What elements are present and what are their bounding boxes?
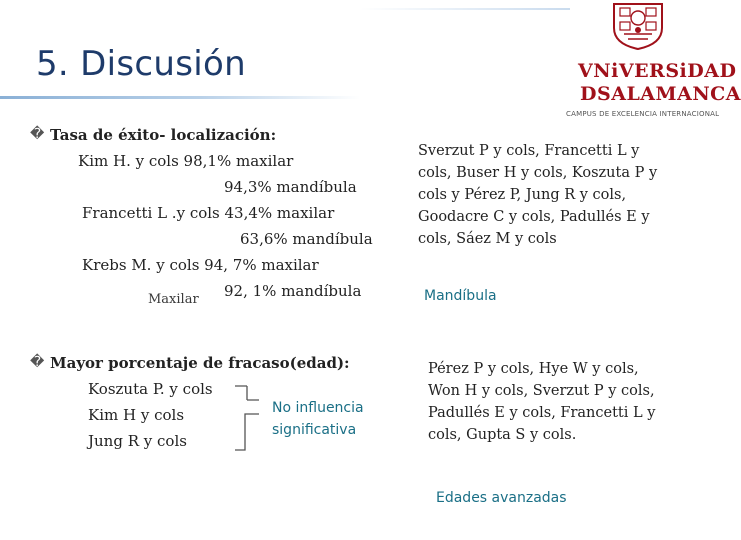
success-line-2: 94,3% mandíbula <box>224 178 357 196</box>
success-maxilar-label: Maxilar <box>148 292 199 307</box>
grouping-bracket <box>233 380 263 456</box>
mandibula-label: Mandíbula <box>424 288 497 304</box>
logo-tagline: CAMPUS DE EXCELENCIA INTERNACIONAL <box>566 110 720 118</box>
failure-author-3: Jung R y cols <box>88 432 187 450</box>
no-influence-label: No influencia <box>272 400 364 416</box>
title-underline <box>0 96 360 99</box>
success-line-4: 63,6% mandíbula <box>240 230 373 248</box>
age-label: Edades avanzadas <box>436 490 567 506</box>
bullet-icon: � <box>30 354 45 370</box>
failure-author-1: Koszuta P. y cols <box>88 380 213 398</box>
success-line-5: Krebs M. y cols 94, 7% maxilar <box>82 256 319 274</box>
university-seal-logo <box>608 0 668 50</box>
mandibula-references: Pérez P y cols, Hye W y cols, Won H y cols, Sverzut P y cols, Padullés E y cols, Francetti L y cols, Gupta S y cols. <box>428 361 656 443</box>
success-line-3: Francetti L .y cols 43,4% maxilar <box>82 204 335 222</box>
failure-author-2: Kim H y cols <box>88 406 185 424</box>
success-heading: Tasa de éxito- localización: <box>50 126 277 144</box>
page-title: 5. Discusión <box>36 44 246 84</box>
logo-text-universidad: VNiVERSiDAD <box>578 60 737 82</box>
success-line-6: 92, 1% mandíbula <box>224 282 362 300</box>
failure-heading: Mayor porcentaje de fracaso(edad): <box>50 354 350 372</box>
logo-text-salamanca: DSALAMANCA <box>580 83 741 105</box>
significance-label: significativa <box>272 422 357 438</box>
success-line-1: Kim H. y cols 98,1% maxilar <box>78 152 294 170</box>
title-decor-line-top <box>360 8 570 10</box>
bullet-icon: � <box>30 126 45 142</box>
maxilar-references: Sverzut P y cols, Francetti L y cols, Buser H y cols, Koszuta P y cols y Pérez P, Jung R y cols, Goodacre C y cols, Padullés E y cols, Sáez M y cols <box>418 143 658 247</box>
